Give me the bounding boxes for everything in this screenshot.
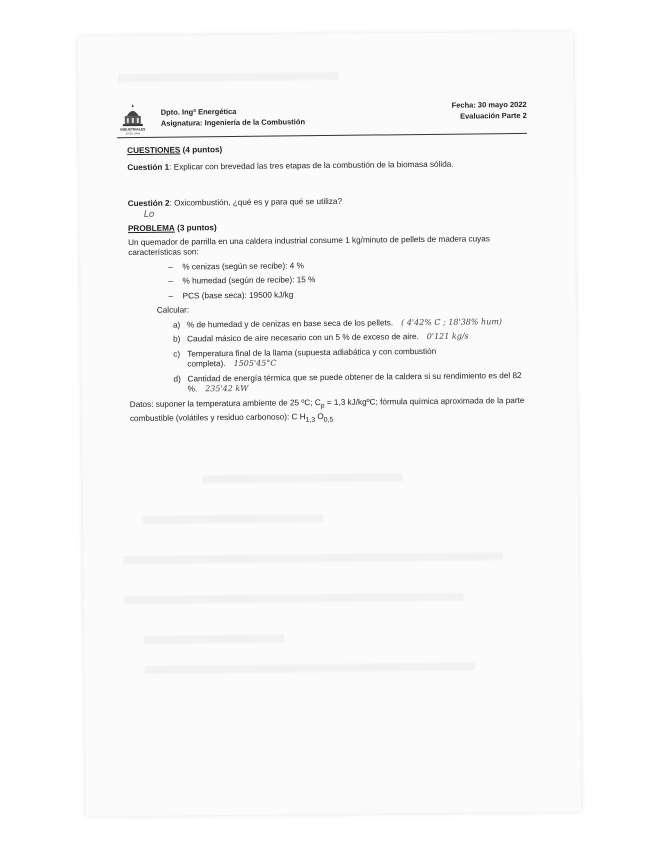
property-text: % cenizas (según se recibe): 4 % [182,260,304,272]
handwritten-answer: 235'42 kW [205,383,249,394]
datos-part: O [315,411,324,421]
calcular-label: Calcular: [156,305,190,315]
handwritten-answer: 0'121 kg/s [426,331,469,341]
question-2-label: Cuestión 2 [127,198,170,209]
handwritten-mark: Lo [143,209,155,220]
datos-subscript: 1,3 [305,416,316,424]
department-name: Dpto. Ingª Energética [160,106,237,117]
task-text: Cantidad de energía térmica que se puede obtener de la caldera si su rendimiento es del 82 %. [187,370,522,394]
question-1 [127,158,522,173]
bleed-through-mark [203,473,403,483]
datos-part: Datos: suponer la temperatura ambiente de 25 ºC; C [129,397,321,409]
handwritten-answer: 1505'45°C [233,358,277,369]
bleed-through-mark [143,514,323,524]
cuestiones-title: CUESTIONES [127,145,181,156]
list-item: – % humedad (según de recibe): 15 % [168,275,316,286]
list-item [173,345,524,370]
exam-date: Fecha: 30 mayo 2022 [451,99,527,110]
problema-title: PROBLEMA [127,223,175,234]
datos-subscript: p [320,402,325,410]
task-text: % de humedad y de cenizas en base seca de los pellets. [186,317,394,329]
list-item [173,331,524,345]
exam-header [117,96,527,136]
tasks-list [173,316,525,395]
task-text: Caudal másico de aire necesario con un 5 % de exceso de aire. [187,332,419,344]
handwritten-answer: ( 4'42% C ; 18'38% hum) [401,316,503,327]
list-item [173,316,524,330]
properties-list [168,258,523,301]
question-1-text: : Explicar con brevedad las tres etapas de la combustión de la biomasa sólida. [169,159,454,172]
list-item [173,370,524,395]
property-text: PCS (base seca): 19500 kJ/kg [182,289,294,301]
university-logo [117,102,149,136]
logo-text-2: ETSII UPM [125,131,140,136]
logo-text-1: INDUSTRIALES [120,127,146,132]
exam-body [127,142,525,428]
list-item: – % cenizas (según se recibe): 4 % [168,260,304,272]
problema-heading [128,220,523,235]
datos-part: = 1,3 kJ/kgºC; fórmula química aproximada de la parte combustible (volátiles y residuo carbonoso): C H [129,395,525,423]
bleed-through-mark [124,593,464,605]
bleed-through-mark [145,662,475,673]
exam-sheet [78,31,581,816]
task-text: Temperatura final de la llama (supuesta adiabática y con combustión completa). [187,346,437,369]
task-letter: c) [173,349,181,359]
evaluation-label: Evaluación Parte 2 [460,110,527,121]
bleed-through-mark [123,552,503,564]
cuestiones-heading [127,142,522,157]
list-item: – PCS (base seca): 19500 kJ/kg [168,289,294,301]
question-1-label: Cuestión 1 [127,162,170,172]
problema-intro: Un quemador de parrilla en una caldera industrial consume 1 kg/minuto de pellets de madera cuyas características son: [128,233,490,258]
property-text: % humedad (según de recibe): 15 % [182,275,316,286]
bleed-through-mark [118,72,338,82]
datos-text [130,395,525,427]
task-letter: a) [172,320,181,330]
bleed-through-mark [144,634,284,643]
subject-name: Asignatura: Ingeniería de la Combustión [160,117,306,128]
datos-subscript: 0,5 [323,416,334,424]
cuestiones-points: (4 puntos) [182,145,223,155]
problema-points: (3 puntos) [177,223,217,233]
task-letter: b) [173,334,181,344]
task-letter: d) [173,374,181,384]
question-2-text: : Oxicombustión, ¿qué es y para qué se utiliza? [169,196,343,208]
